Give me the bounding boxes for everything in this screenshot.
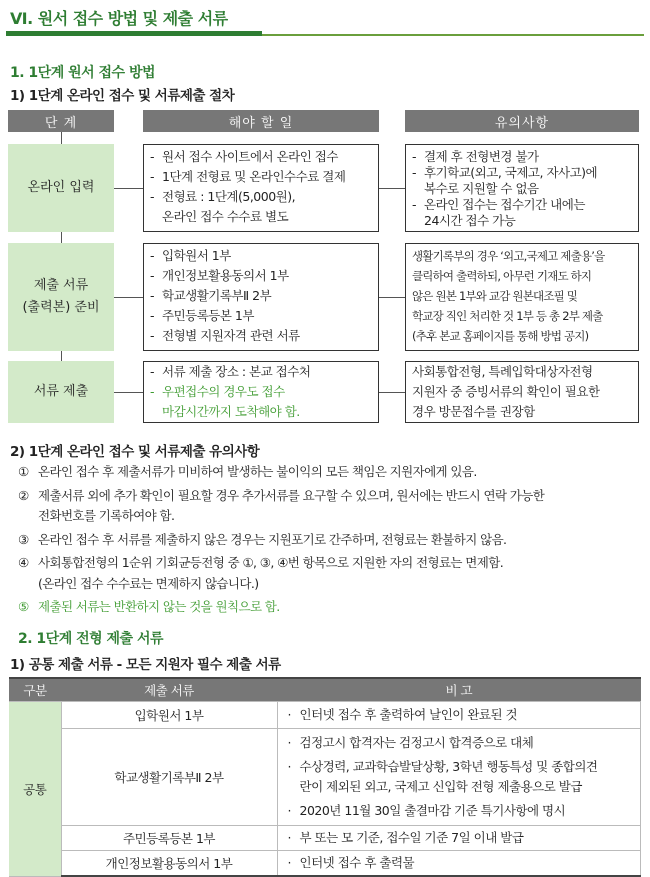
caution-item: ② 제출서류 외에 추가 확인이 필요할 경우 추가서류를 요구할 수 있으며, 원서에는 반드시 연락 가능한	[18, 488, 545, 503]
part2-subtitle: 1) 공통 제출 서류 - 모든 지원자 필수 제출 서류	[10, 657, 281, 673]
task-item: - 1단계 전형료 및 온라인수수료 결제	[150, 167, 372, 187]
task-item: - 개인정보활용동의서 1부	[150, 266, 372, 286]
note-item: - 결제 후 전형변경 불가	[412, 149, 632, 165]
task-item: - 학교생활기록부Ⅱ 2부	[150, 286, 372, 306]
notes-box-1	[405, 144, 639, 232]
part1-subtitle: 1) 1단계 온라인 접수 및 서류제출 절차	[10, 88, 235, 104]
part1-title: 1. 1단계 원서 접수 방법	[10, 65, 155, 81]
doc-cell: 입학원서 1부	[61, 702, 277, 729]
header-stage: 단 계	[8, 110, 114, 132]
stage-label: 제출 서류	[33, 278, 89, 293]
caution-item-cont: 전화번호를 기록하여야 함.	[38, 508, 175, 523]
doc-cell: 학교생활기록부Ⅱ 2부	[61, 729, 277, 826]
remark-cell: · 인터넷 접수 후 출력물	[277, 851, 641, 877]
col-header: 비 고	[277, 678, 641, 702]
link-line	[114, 392, 143, 393]
doc-cell: 주민등록등본 1부	[61, 826, 277, 851]
col-header: 제출 서류	[61, 678, 277, 702]
note-line: 경우 방문접수를 권장함	[412, 404, 535, 419]
stage-online-input: 온라인 입력	[8, 144, 114, 232]
tasks-box-1	[143, 144, 379, 232]
task-item: - 전형료 : 1단계(5,000원),	[150, 187, 372, 207]
section-title: Ⅵ. 원서 접수 방법 및 제출 서류	[10, 9, 228, 28]
link-line	[379, 297, 405, 298]
tasks-box-2	[143, 243, 379, 351]
caution-item: ④ 사회통합전형의 1순위 기회균등전형 중 ①, ③, ④번 항목으로 지원한 자의 전형료는 면제함.	[18, 555, 504, 570]
link-line	[379, 188, 405, 189]
note-line: 지원자 중 증빙서류의 확인이 필요한	[412, 384, 600, 399]
cautions-title: 2) 1단계 온라인 접수 및 서류제출 유의사항	[10, 444, 260, 460]
notes-box-3	[405, 361, 639, 423]
note-line: 않은 원본 1부와 교감 원본대조필 및	[412, 289, 578, 303]
section-rule-thin	[262, 34, 644, 36]
notes-box-2	[405, 243, 639, 351]
stage-documents	[8, 243, 114, 351]
caution-item-cont: (온라인 접수 수수료는 면제하지 않습니다.)	[38, 576, 259, 591]
link-line	[379, 392, 405, 393]
col-header: 구분	[9, 678, 61, 702]
remark-cell: · 인터넷 접수 후 출력하여 날인이 완료된 것	[277, 702, 641, 729]
table-row	[9, 851, 641, 877]
tasks-box-3	[143, 361, 379, 423]
task-item: - 우편접수의 경우도 접수	[150, 382, 372, 402]
task-item: 온라인 접수 수수료 별도	[162, 209, 289, 224]
task-item: - 주민등록등본 1부	[150, 306, 372, 326]
caution-item: ① 온라인 접수 후 제출서류가 미비하여 발생하는 불이익의 모든 책임은 지원자에게 있음.	[18, 464, 477, 479]
note-line: 클릭하여 출력하되, 아무런 기재도 하지	[412, 269, 592, 283]
task-item: - 입학원서 1부	[150, 246, 372, 266]
table-row	[9, 702, 641, 729]
note-line: 사회통합전형, 특례입학대상자전형	[412, 364, 593, 379]
note-item: - 온라인 접수는 접수기간 내에는	[412, 197, 632, 213]
table-row	[9, 826, 641, 851]
stage-label: (출력본) 준비	[22, 300, 100, 315]
note-item: 24시간 접수 가능	[424, 213, 516, 228]
header-tasks: 해야 할 일	[143, 110, 379, 132]
note-line: 생활기록부의 경우 ‘외고,국제고 제출용’을	[412, 249, 605, 263]
link-line	[114, 297, 143, 298]
task-item: - 원서 접수 사이트에서 온라인 접수	[150, 147, 372, 167]
task-item: 마감시간까지 도착해야 함.	[162, 404, 300, 419]
caution-item: ③ 온라인 접수 후 서류를 제출하지 않은 경우는 지원포기로 간주하며, 전형료는 환불하지 않음.	[18, 532, 507, 547]
link-line	[114, 188, 143, 189]
stage-submit: 서류 제출	[8, 361, 114, 423]
group-cell: 공통	[9, 702, 61, 877]
part2-title: 2. 1단계 전형 제출 서류	[18, 631, 163, 647]
caution-item: ⑤ 제출된 서류는 반환하지 않는 것을 원칙으로 함.	[18, 599, 280, 614]
section-rule	[6, 31, 262, 36]
task-item: - 서류 제출 장소 : 본교 접수처	[150, 362, 372, 382]
doc-cell: 개인정보활용동의서 1부	[61, 851, 277, 877]
note-item: 복수로 지원할 수 없음	[424, 181, 539, 196]
note-line: (추후 본교 홈페이지를 통해 방법 공지)	[412, 329, 589, 343]
table-row	[9, 729, 641, 826]
note-line: 학교장 직인 처리한 것 1부 등 총 2부 제출	[412, 309, 603, 323]
required-docs-table	[9, 677, 641, 877]
table-header-row	[9, 678, 641, 702]
header-notes: 유의사항	[405, 110, 639, 132]
task-item: - 전형별 지원자격 관련 서류	[150, 326, 372, 346]
note-item: - 후기학교(외고, 국제고, 자사고)에	[412, 165, 632, 181]
remark-cell: · 부 또는 모 기준, 접수일 기준 7일 이내 발급	[277, 826, 641, 851]
remark-cell: · 검정고시 합격자는 검정고시 합격증으로 대체 · 수상경력, 교과학습발달상황, 3학년 행동특성 및 종합의견 란이 제외된 외고, 국제고 신입학 전형 제출용으로 발급 · 2020년 11월 30일 출결마감 기준 특기사항에 명시	[277, 729, 641, 826]
